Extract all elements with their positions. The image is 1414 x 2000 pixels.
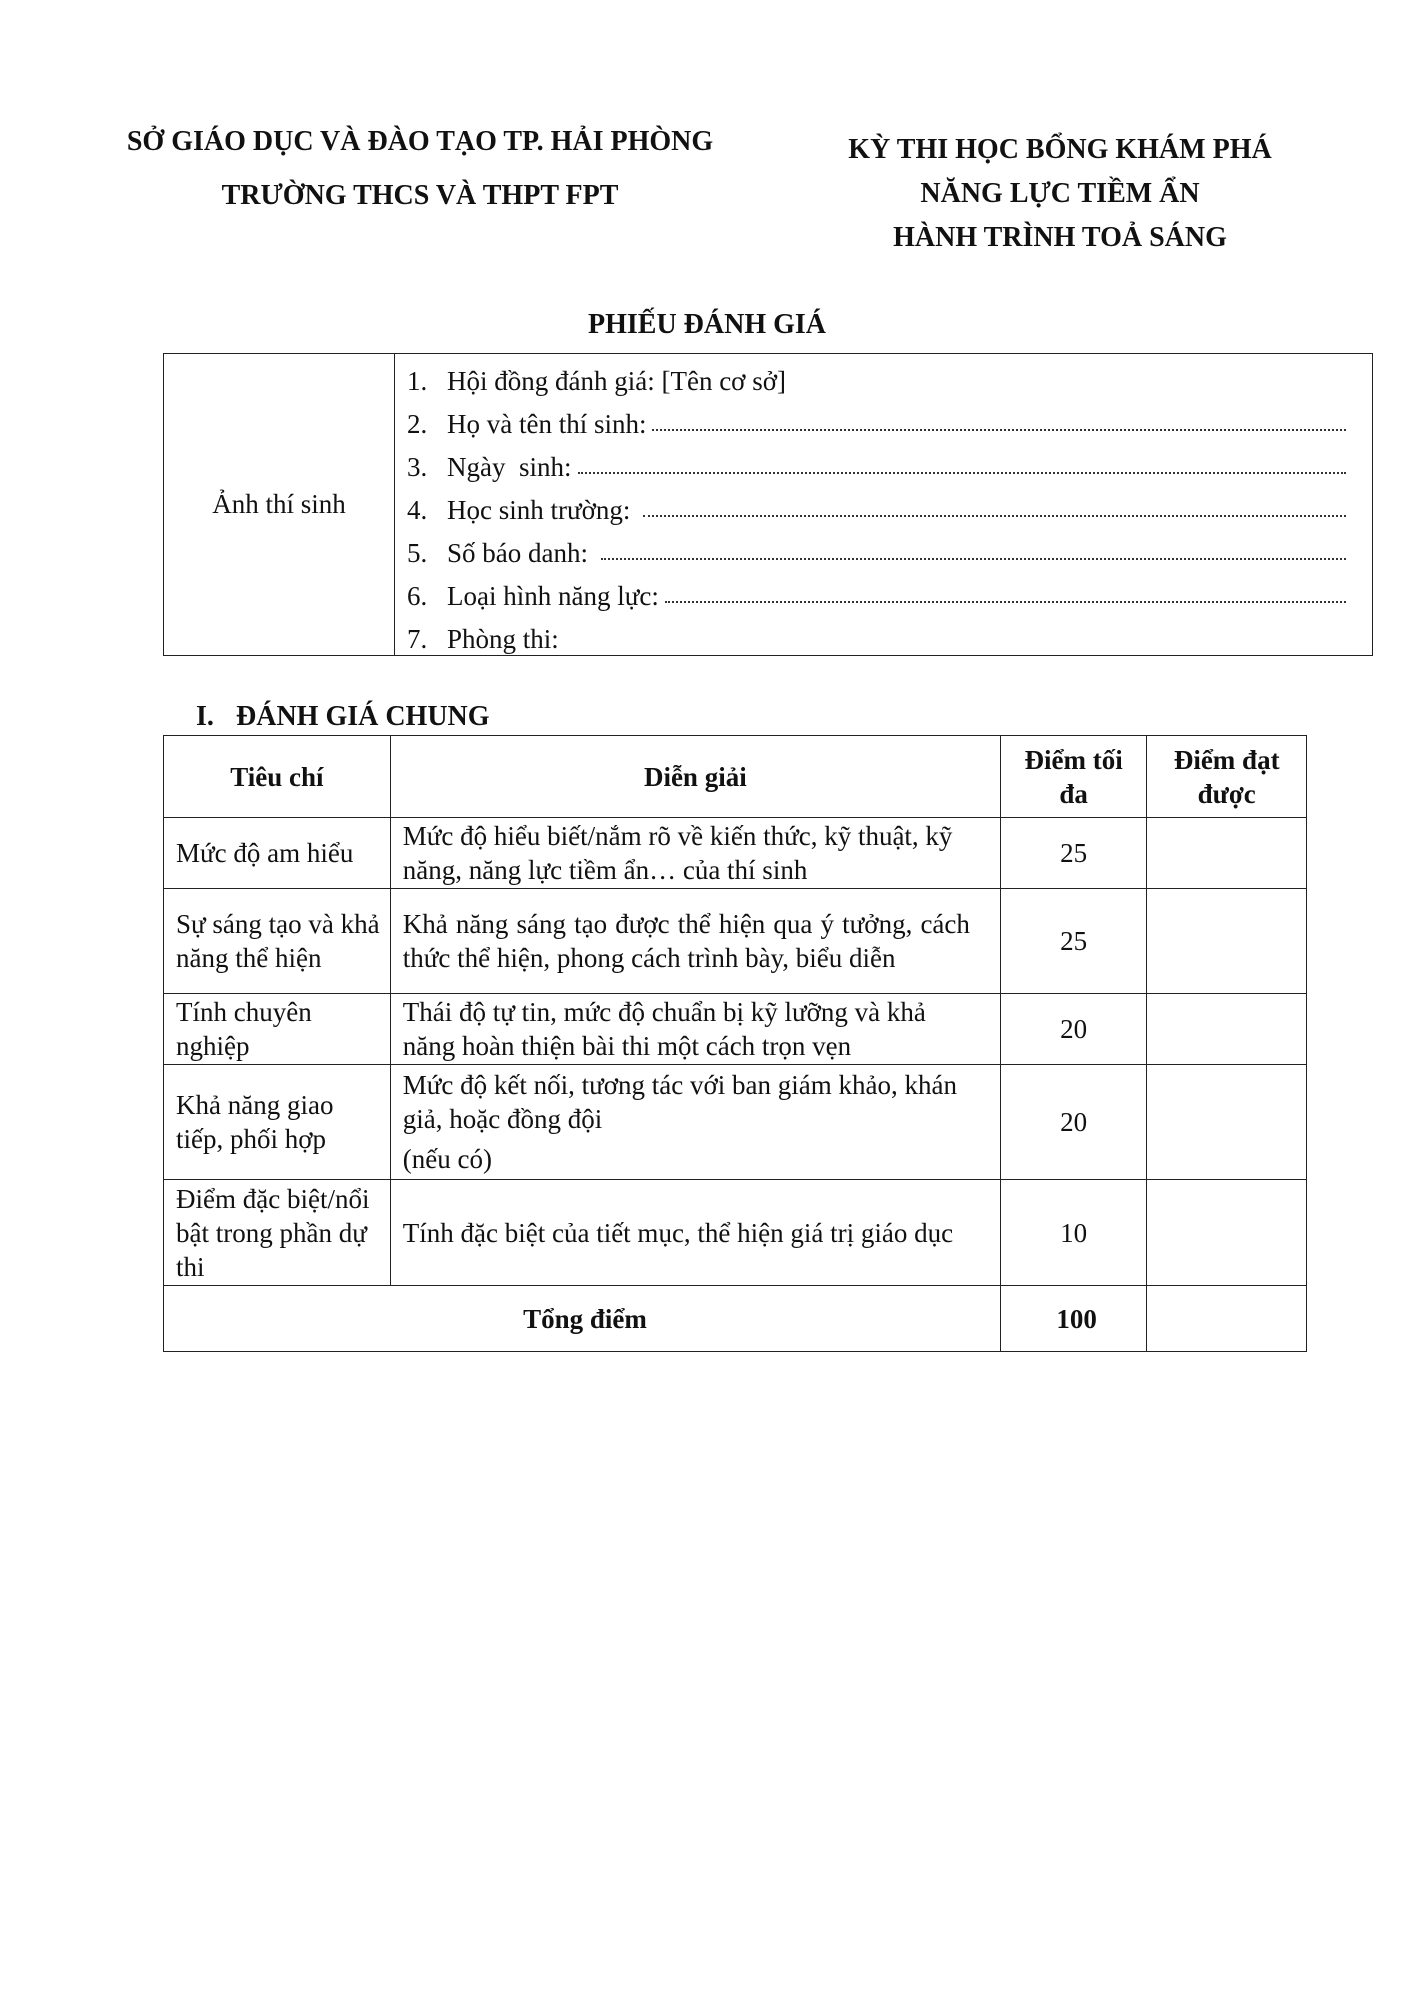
criteria-cell: Tính chuyên nghiệp bbox=[164, 994, 391, 1065]
header-achieved-score: Điểm đạt được bbox=[1147, 736, 1307, 818]
candidate-number-field[interactable] bbox=[601, 558, 1346, 560]
total-row bbox=[164, 1286, 1307, 1352]
info-school bbox=[407, 483, 1346, 526]
candidate-info-fields bbox=[395, 354, 1373, 656]
description-cell: Tính đặc biệt của tiết mục, thể hiện giá trị giáo dục bbox=[390, 1180, 1000, 1286]
info-council bbox=[407, 354, 1346, 397]
max-score-cell: 25 bbox=[1000, 818, 1147, 889]
header-left bbox=[100, 115, 740, 223]
item-number: 6. bbox=[407, 581, 428, 611]
criteria-cell: Sự sáng tạo và khả năng thể hiện bbox=[164, 889, 391, 994]
total-max-score: 100 bbox=[1000, 1286, 1147, 1352]
item-number: 1. bbox=[407, 366, 428, 396]
exam-title-line-2: NĂNG LỰC TIỀM ẨN bbox=[920, 178, 1200, 209]
birth-date-label: Ngày sinh: bbox=[447, 452, 572, 482]
info-exam-room bbox=[407, 612, 1346, 655]
table-row bbox=[164, 818, 1307, 889]
description-cell: Khả năng sáng tạo được thể hiện qua ý tưởng, cách thức thể hiện, phong cách trình bày, biểu diễn bbox=[390, 889, 1000, 994]
header-criteria: Tiêu chí bbox=[164, 736, 391, 818]
total-label: Tổng điểm bbox=[164, 1286, 1001, 1352]
department-name: SỞ GIÁO DỤC VÀ ĐÀO TẠO TP. HẢI PHÒNG bbox=[126, 126, 714, 157]
full-name-field[interactable] bbox=[652, 429, 1346, 431]
description-text: Mức độ kết nối, tương tác với ban giám khảo, khán giả, hoặc đồng đội bbox=[402, 1070, 957, 1134]
item-number: 4. bbox=[407, 495, 428, 525]
info-full-name bbox=[407, 397, 1346, 440]
max-score-cell: 10 bbox=[1000, 1180, 1147, 1286]
section-title: ĐÁNH GIÁ CHUNG bbox=[236, 701, 490, 732]
school-label: Học sinh trường: bbox=[447, 495, 638, 525]
criteria-cell: Khả năng giao tiếp, phối hợp bbox=[164, 1065, 391, 1180]
description-cell: Thái độ tự tin, mức độ chuẩn bị kỹ lưỡng và khả năng hoàn thiện bài thi một cách trọn vẹn bbox=[390, 994, 1000, 1065]
achieved-score-input[interactable] bbox=[1147, 994, 1307, 1065]
exam-room-label: Phòng thi: bbox=[447, 624, 559, 654]
exam-title-line-1: KỲ THI HỌC BỔNG KHÁM PHÁ bbox=[848, 134, 1272, 165]
table-row bbox=[164, 994, 1307, 1065]
info-birth-date bbox=[407, 440, 1346, 483]
table-header-row bbox=[164, 736, 1307, 818]
achieved-score-input[interactable] bbox=[1147, 889, 1307, 994]
description-cell bbox=[390, 1065, 1000, 1180]
max-score-cell: 20 bbox=[1000, 1065, 1147, 1180]
evaluation-table bbox=[163, 735, 1307, 1352]
description-note: (nếu có) bbox=[402, 1144, 492, 1174]
school-field[interactable] bbox=[643, 515, 1346, 517]
max-score-cell: 20 bbox=[1000, 994, 1147, 1065]
info-talent-type bbox=[407, 569, 1346, 612]
talent-type-label: Loại hình năng lực: bbox=[447, 581, 659, 611]
item-number: 2. bbox=[407, 409, 428, 439]
header-description: Diễn giải bbox=[390, 736, 1000, 818]
item-number: 3. bbox=[407, 452, 428, 482]
table-row bbox=[164, 1180, 1307, 1286]
full-name-label: Họ và tên thí sinh: bbox=[447, 409, 647, 439]
council-label: Hội đồng đánh giá: [Tên cơ sở] bbox=[447, 366, 786, 396]
item-number: 7. bbox=[407, 624, 428, 654]
table-row bbox=[164, 1065, 1307, 1180]
photo-label: Ảnh thí sinh bbox=[212, 489, 346, 519]
form-title: PHIẾU ĐÁNH GIÁ bbox=[587, 309, 826, 340]
section-heading bbox=[196, 697, 490, 737]
achieved-score-input[interactable] bbox=[1147, 1065, 1307, 1180]
header-right bbox=[800, 128, 1320, 260]
criteria-cell: Mức độ am hiểu bbox=[164, 818, 391, 889]
exam-title-line-3: HÀNH TRÌNH TOẢ SÁNG bbox=[893, 222, 1227, 253]
candidate-info-table bbox=[163, 353, 1373, 656]
talent-type-field[interactable] bbox=[665, 601, 1346, 603]
table-row bbox=[164, 889, 1307, 994]
school-name: TRƯỜNG THCS VÀ THPT FPT bbox=[221, 180, 619, 211]
info-candidate-number bbox=[407, 526, 1346, 569]
candidate-photo-box[interactable] bbox=[164, 354, 395, 656]
item-number: 5. bbox=[407, 538, 428, 568]
section-number: I. bbox=[196, 701, 214, 732]
criteria-cell: Điểm đặc biệt/nổi bật trong phần dự thi bbox=[164, 1180, 391, 1286]
achieved-score-input[interactable] bbox=[1147, 818, 1307, 889]
header-max-score: Điểm tối đa bbox=[1000, 736, 1147, 818]
birth-date-field[interactable] bbox=[578, 472, 1347, 474]
description-cell: Mức độ hiểu biết/nắm rõ về kiến thức, kỹ thuật, kỹ năng, năng lực tiềm ẩn… của thí sinh bbox=[390, 818, 1000, 889]
candidate-number-label: Số báo danh: bbox=[447, 538, 595, 568]
total-achieved-input[interactable] bbox=[1147, 1286, 1307, 1352]
achieved-score-input[interactable] bbox=[1147, 1180, 1307, 1286]
max-score-cell: 25 bbox=[1000, 889, 1147, 994]
